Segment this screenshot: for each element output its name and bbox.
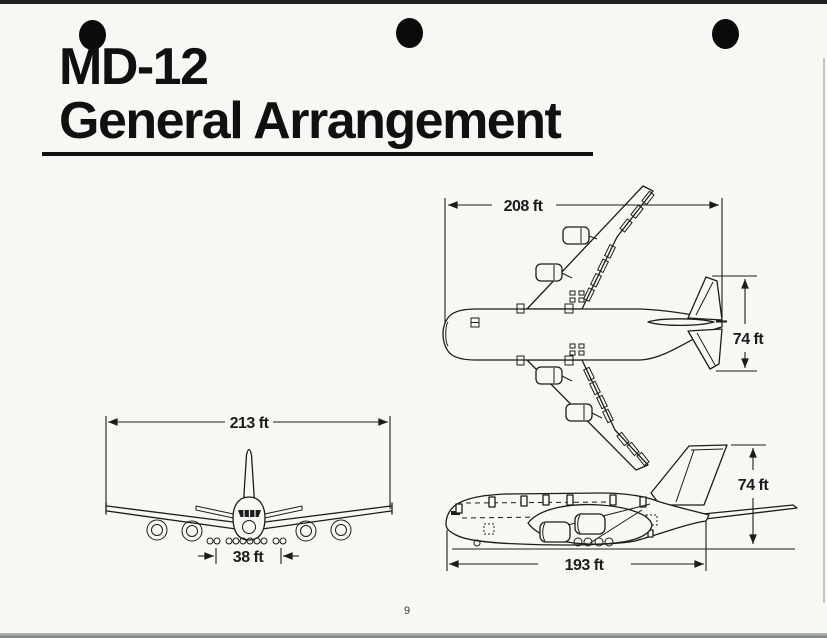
dimension-label-front-span: 213 ft [229, 415, 269, 432]
bottom-edge-bar [0, 633, 827, 638]
page-number: 9 [404, 605, 411, 617]
front-view-drawing [106, 415, 392, 566]
top-view-drawing [443, 186, 764, 470]
page-title-line2: General Arrangement [59, 92, 561, 150]
side-view-height-dimension [731, 445, 769, 544]
side-view-drawing [446, 445, 797, 574]
dimension-label-front-gear-track: 38 ft [232, 549, 264, 566]
dimension-label-side-length: 193 ft [564, 557, 604, 574]
page-title-line1: MD-12 [59, 38, 208, 96]
front-view-gear-track-dimension [198, 548, 299, 566]
dimension-label-side-height: 74 ft [737, 477, 769, 494]
dimension-label-top-length: 208 ft [503, 198, 543, 215]
dimension-label-top-tail-span: 74 ft [732, 331, 764, 348]
